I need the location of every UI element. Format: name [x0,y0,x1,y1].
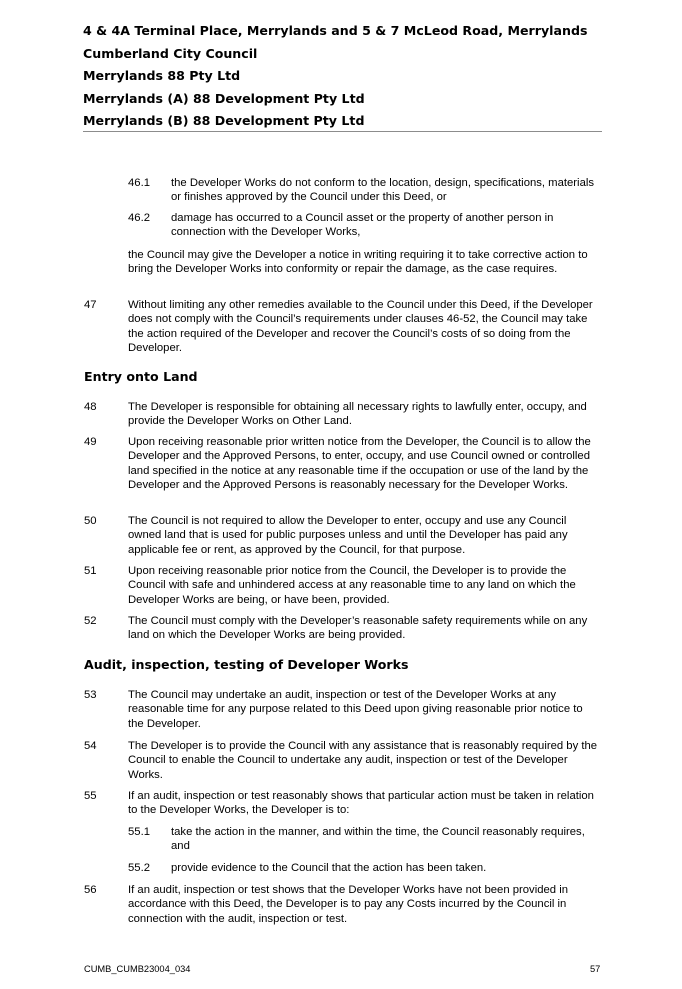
clause-number: 55.2 [128,862,150,874]
clause-number: 46.1 [128,177,150,189]
clause-text: take the action in the manner, and within the time, the Council reasonably requires, and [171,826,585,853]
header-party-a-line: Merrylands (A) 88 Development Pty Ltd [83,90,365,106]
clause-text: Without limiting any other remedies available to the Council under this Deed, if the Developer does not comply with the Council’s requirements under clauses 46-52, the Council may take the action required of the Developer and recover the Council’s costs of so doing from the Developer. [128,299,593,354]
clause-text: damage has occurred to a Council asset or the property of another person in connection with the Developer Works, [171,212,554,239]
clause-number: 48 [84,401,97,413]
header-party-b-line: Merrylands (B) 88 Development Pty Ltd [83,113,365,129]
clause-number: 56 [84,884,97,896]
header-party-line: Merrylands 88 Pty Ltd [83,68,241,84]
section-heading: Audit, inspection, testing of Developer Works [84,657,409,672]
clause-text: If an audit, inspection or test reasonably shows that particular action must be taken in relation to the Developer Works, the Developer is to: [128,790,594,817]
clause-text: the Council may give the Developer a notice in writing requiring it to take corrective action to bring the Developer Works into conformity or repair the damage, as the case requires. [128,249,588,276]
footer-doc-ref: CUMB_CUMB23004_034 [84,964,191,974]
clause-number: 52 [84,615,97,627]
clause-text: The Developer is responsible for obtaining all necessary rights to lawfully enter, occupy, and provide the Developer Works on Other Land. [128,401,587,428]
section-heading: Entry onto Land [84,369,198,384]
footer-page-number: 57 [590,964,601,974]
clause-text: the Developer Works do not conform to the location, design, specifications, materials or finishes approved by the Council under this Deed, or [171,177,595,204]
header-divider [83,131,602,132]
document-header [83,20,603,133]
clause-number: 47 [84,299,97,311]
clause-number: 51 [84,565,97,577]
clause-text: Upon receiving reasonable prior notice from the Council, the Developer is to provide the Council with safe and unhindered access at any reasonable time to any land on which the Developer Works are being, or have been, provided. [128,565,576,606]
clause-text: Upon receiving reasonable prior written notice from the Developer, the Council is to allow the Developer and the Approved Persons, to enter, occupy, and use Council owned or controlled land specified in the notice at any reasonable time if the occupation or use of the land by the Developer and the Approved Persons is reasonably necessary for the Developer Works. [128,436,591,491]
clause-number: 46.2 [128,212,150,224]
clause-number: 55.1 [128,826,150,838]
clause-text: provide evidence to the Council that the action has been taken. [171,862,487,874]
clause-number: 53 [84,689,97,701]
clause-text: The Council must comply with the Developer’s reasonable safety requirements while on any land on which the Developer Works are being provided. [128,615,588,642]
header-council-line: Cumberland City Council [83,45,258,61]
clause-text: The Council may undertake an audit, inspection or test of the Developer Works at any reasonable time for any purpose related to this Deed upon giving reasonable prior notice to the Developer. [128,689,583,730]
clause-number: 50 [84,515,97,527]
clause-text: If an audit, inspection or test shows that the Developer Works have not been provided in accordance with this Deed, the Developer is to pay any Costs incurred by the Council in connection with the audit, inspection or test. [128,884,568,925]
clause-number: 54 [84,740,97,752]
clause-text: The Developer is to provide the Council with any assistance that is reasonably required by the Council to enable the Council to undertake any audit, inspection or test of the Developer Works. [128,740,598,781]
header-property-line: 4 & 4A Terminal Place, Merrylands and 5 & 7 McLeod Road, Merrylands [83,23,588,38]
clause-number: 55 [84,790,97,802]
clause-number: 49 [84,436,97,448]
clause-text: The Council is not required to allow the Developer to enter, occupy and use any Council owned land that is used for public purposes unless and until the Developer has paid any applicable fee or rent, as approved by the Council, for that purpose. [128,515,568,556]
